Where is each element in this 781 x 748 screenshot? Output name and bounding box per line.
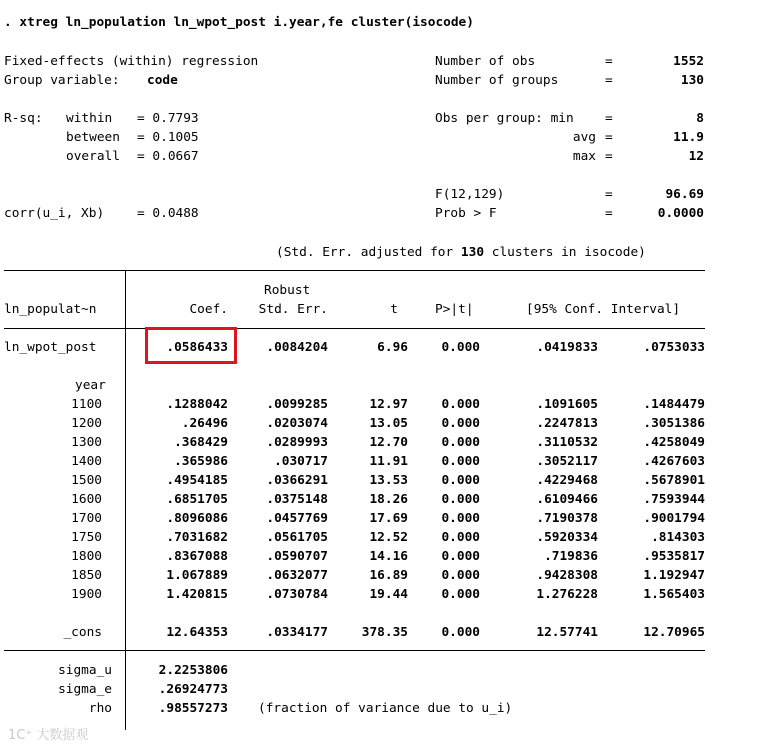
row-year-p: 0.000 (441, 568, 480, 583)
row-year-hi: .7593944 (643, 492, 705, 507)
rho-label: rho (88, 701, 112, 716)
row-year-se: .0730784 (266, 587, 328, 602)
row-year-p: 0.000 (441, 454, 480, 469)
row-year-lo: 1.276228 (536, 587, 598, 602)
row-year-t: 11.91 (369, 454, 408, 469)
row-year-se: .030717 (274, 454, 328, 469)
row-ln-wpot-post-lo: .0419833 (536, 340, 598, 355)
row-year-hi: .9001794 (643, 511, 705, 526)
row-year-t: 17.69 (369, 511, 408, 526)
row-year-lo: .719836 (544, 549, 598, 564)
table-header-rule (4, 328, 705, 329)
nobs-equals: = (605, 54, 613, 69)
coef-highlight-box (145, 327, 237, 364)
row-year-hi: .4267603 (643, 454, 705, 469)
row-year-se: .0590707 (266, 549, 328, 564)
row-year-t: 13.53 (369, 473, 408, 488)
rsq-between-value: = 0.1005 (137, 130, 199, 145)
row-year-lo: .4229468 (536, 473, 598, 488)
year-label: year (75, 378, 106, 393)
command-line: . xtreg ln_population ln_wpot_post i.year,fe cluster(isocode) (4, 15, 474, 30)
row-ln-wpot-post-t: 6.96 (377, 340, 408, 355)
row-year-lo: .2247813 (536, 416, 598, 431)
row-year-coef: .6851705 (166, 492, 228, 507)
sigma-e-label: sigma_e (58, 682, 112, 697)
row-year-p: 0.000 (441, 511, 480, 526)
group-variable-value: code (147, 73, 178, 88)
row-year-name: 1300 (71, 435, 102, 450)
row-year-coef: .8096086 (166, 511, 228, 526)
rsq-within-value: = 0.7793 (137, 111, 199, 126)
row-year-hi: .4258049 (643, 435, 705, 450)
row-year-se: .0289993 (266, 435, 328, 450)
col-header-se: Std. Err. (258, 302, 328, 317)
row-ln-wpot-post-p: 0.000 (441, 340, 480, 355)
prob-f-label: Prob > F (435, 206, 497, 221)
robust-label: Robust (264, 283, 311, 298)
corr-label: corr(u_i, Xb) (4, 206, 105, 221)
row-year-name: 1600 (71, 492, 102, 507)
row-year-coef: .7031682 (166, 530, 228, 545)
model-description: Fixed-effects (within) regression (4, 54, 259, 69)
col-header-ci: [95% Conf. Interval] (526, 302, 681, 317)
max-label: max (572, 149, 596, 164)
col-header-t: t (390, 302, 398, 317)
table-column-divider (125, 270, 126, 730)
row-year-name: 1800 (71, 549, 102, 564)
row-year-se: .0203074 (266, 416, 328, 431)
row-cons-p: 0.000 (441, 625, 480, 640)
obs-per-group-label: Obs per group: min (435, 111, 574, 126)
row-year-hi: .5678901 (643, 473, 705, 488)
f-stat-equals: = (605, 187, 613, 202)
row-cons-coef: 12.64353 (166, 625, 228, 640)
rsq-between-label: between (66, 130, 120, 145)
row-year-p: 0.000 (441, 435, 480, 450)
table-top-rule (4, 270, 705, 271)
row-year-se: .0561705 (266, 530, 328, 545)
row-year-p: 0.000 (441, 530, 480, 545)
row-ln-wpot-post-se: .0084204 (266, 340, 328, 355)
row-cons-se: .0334177 (266, 625, 328, 640)
row-year-name: 1500 (71, 473, 102, 488)
avg-label: avg (572, 130, 596, 145)
row-year-name: 1850 (71, 568, 102, 583)
row-year-se: .0366291 (266, 473, 328, 488)
row-cons-hi: 12.70965 (643, 625, 705, 640)
f-stat-label: F(12,129) (435, 187, 505, 202)
rsq-within-label: within (66, 111, 113, 126)
row-year-se: .0632077 (266, 568, 328, 583)
dependent-variable: ln_populat~n (4, 302, 97, 317)
row-year-lo: .3110532 (536, 435, 598, 450)
ngroups-equals: = (605, 73, 613, 88)
col-header-coef: Coef. (189, 302, 228, 317)
row-year-coef: 1.067889 (166, 568, 228, 583)
row-year-coef: .368429 (174, 435, 228, 450)
row-cons-name: _cons (63, 625, 102, 640)
row-year-coef: .26496 (181, 416, 228, 431)
row-year-name: 1200 (71, 416, 102, 431)
row-year-coef: .8367088 (166, 549, 228, 564)
rsq-label: R-sq: (4, 111, 43, 126)
row-ln-wpot-post-hi: .0753033 (643, 340, 705, 355)
table-body-rule (4, 650, 705, 651)
rho-note: (fraction of variance due to u_i) (258, 701, 513, 716)
row-year-se: .0099285 (266, 397, 328, 412)
max-value: 12 (688, 149, 704, 164)
nobs-value: 1552 (673, 54, 704, 69)
row-year-name: 1750 (71, 530, 102, 545)
row-year-p: 0.000 (441, 473, 480, 488)
row-ln-wpot-post-name: ln_wpot_post (4, 340, 97, 355)
min-equals: = (605, 111, 613, 126)
f-stat-value: 96.69 (665, 187, 704, 202)
col-header-p: P>|t| (435, 302, 474, 317)
row-year-lo: .3052117 (536, 454, 598, 469)
row-year-p: 0.000 (441, 587, 480, 602)
ngroups-label: Number of groups (435, 73, 559, 88)
se-note-clusters: 130 (460, 245, 485, 260)
nobs-label: Number of obs (435, 54, 536, 69)
avg-equals: = (605, 130, 613, 145)
row-year-se: .0375148 (266, 492, 328, 507)
row-year-t: 12.52 (369, 530, 408, 545)
row-year-t: 16.89 (369, 568, 408, 583)
row-year-t: 13.05 (369, 416, 408, 431)
row-year-lo: .1091605 (536, 397, 598, 412)
se-note-end: clusters in isocode) (491, 245, 646, 260)
sigma-e-value: .26924773 (158, 682, 228, 697)
row-year-lo: .5920334 (536, 530, 598, 545)
row-year-hi: .814303 (651, 530, 705, 545)
se-note (276, 245, 646, 261)
row-year-p: 0.000 (441, 549, 480, 564)
row-year-t: 14.16 (369, 549, 408, 564)
group-variable-label: Group variable: (4, 73, 120, 88)
row-year-coef: .1288042 (166, 397, 228, 412)
watermark: 1C⁺ 大数据观 (8, 728, 89, 743)
row-year-t: 18.26 (369, 492, 408, 507)
row-year-p: 0.000 (441, 416, 480, 431)
row-cons-t: 378.35 (361, 625, 408, 640)
row-year-name: 1700 (71, 511, 102, 526)
row-year-p: 0.000 (441, 492, 480, 507)
rsq-overall-label: overall (66, 149, 120, 164)
row-year-name: 1400 (71, 454, 102, 469)
row-year-t: 12.70 (369, 435, 408, 450)
row-cons-lo: 12.57741 (536, 625, 598, 640)
row-year-lo: .7190378 (536, 511, 598, 526)
sigma-u-value: 2.2253806 (158, 663, 228, 678)
row-year-name: 1900 (71, 587, 102, 602)
row-year-lo: .6109466 (536, 492, 598, 507)
sigma-u-label: sigma_u (58, 663, 112, 678)
rho-value: .98557273 (158, 701, 228, 716)
row-year-lo: .9428308 (536, 568, 598, 583)
max-equals: = (605, 149, 613, 164)
avg-value: 11.9 (673, 130, 704, 145)
row-year-hi: 1.192947 (643, 568, 705, 583)
min-value: 8 (696, 111, 704, 126)
row-year-coef: .4954185 (166, 473, 228, 488)
row-year-p: 0.000 (441, 397, 480, 412)
prob-f-value: 0.0000 (657, 206, 704, 221)
row-ln-wpot-post-coef: .0586433 (166, 340, 228, 355)
row-year-se: .0457769 (266, 511, 328, 526)
row-year-hi: .1484479 (643, 397, 705, 412)
row-year-coef: 1.420815 (166, 587, 228, 602)
corr-value: = 0.0488 (137, 206, 199, 221)
row-year-coef: .365986 (174, 454, 228, 469)
ngroups-value: 130 (680, 73, 704, 88)
row-year-hi: .9535817 (643, 549, 705, 564)
row-year-hi: .3051386 (643, 416, 705, 431)
row-year-name: 1100 (71, 397, 102, 412)
row-year-hi: 1.565403 (643, 587, 705, 602)
prob-f-equals: = (605, 206, 613, 221)
se-note-start: (Std. Err. adjusted for (276, 245, 454, 260)
rsq-overall-value: = 0.0667 (137, 149, 199, 164)
row-year-t: 19.44 (369, 587, 408, 602)
row-year-t: 12.97 (369, 397, 408, 412)
